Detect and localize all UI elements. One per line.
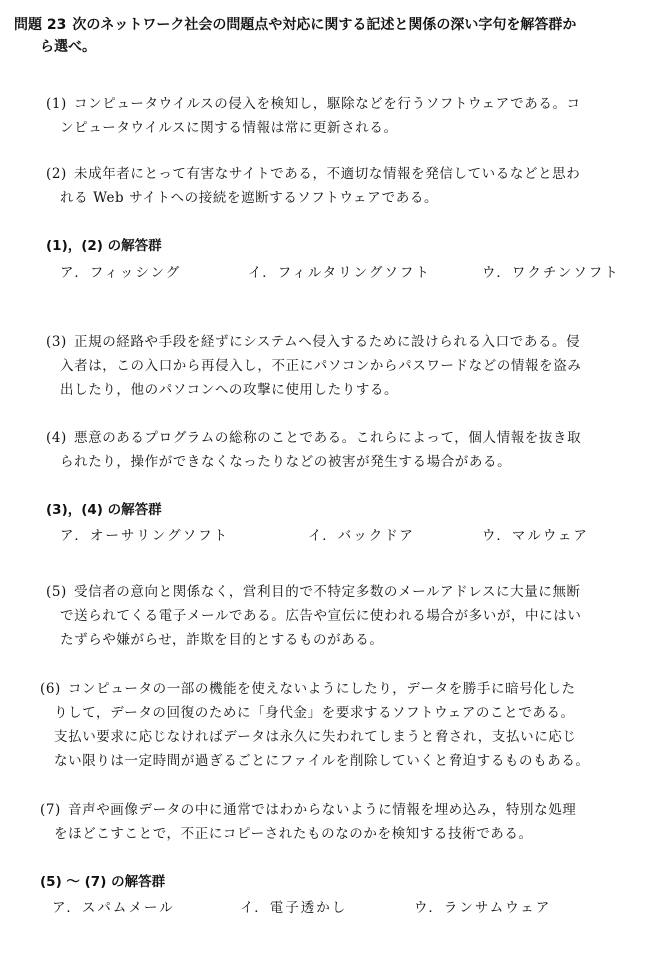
answer-choice: ウ．ランサムウェア <box>414 900 552 916</box>
statement-label: (2) <box>46 166 67 182</box>
statement-label: (5) <box>46 584 67 600</box>
answer-choices <box>52 896 672 918</box>
answer-choices <box>60 524 672 546</box>
statement-label: (6) <box>40 681 61 697</box>
statement-line: 正規の経路や手段を経ずにシステムへ侵入するために設けられる入口である。侵 <box>74 334 581 350</box>
statement-1 <box>46 92 581 140</box>
answer-choice: ア．オーサリングソフト <box>60 528 230 544</box>
answer-group-title: (1)，(2) の解答群 <box>46 238 162 254</box>
answer-choice: イ．バックドア <box>308 528 415 544</box>
statement-label: (7) <box>40 802 61 818</box>
statement-line: りして，データの回復のために「身代金」を要求するソフトウェアのことである。 <box>54 705 575 721</box>
statement-line: たずらや嫌がらせ，詐欺を目的とするものがある。 <box>60 632 384 648</box>
statement-6 <box>40 677 590 773</box>
statement-line: ない限りは一定時間が過ぎるごとにファイルを削除していくと脅迫するものもある。 <box>54 753 590 769</box>
statement-line: 支払い要求に応じなければデータは永久に失われてしまうと脅され，支払いに応じ <box>54 729 577 745</box>
statement-3 <box>46 330 581 402</box>
statement-line: 受信者の意向と関係なく，営利目的で不特定多数のメールアドレスに大量に無断 <box>74 584 581 600</box>
statement-line: 入者は，この入口から再侵入し，不正にパソコンからパスワードなどの情報を盗み <box>60 358 582 374</box>
question-text-line2: ら選べ。 <box>40 39 96 55</box>
statement-line: 出したり，他のパソコンへの攻撃に使用したりする。 <box>60 382 399 398</box>
answer-choice: イ．フィルタリングソフト <box>248 265 431 281</box>
answer-group-title: (3)，(4) の解答群 <box>46 502 162 518</box>
statement-label: (4) <box>46 430 67 446</box>
statement-line: 音声や画像データの中に通常ではわからないように情報を埋め込み，特別な処理 <box>68 802 577 818</box>
statement-line: 未成年者にとって有害なサイトである，不適切な情報を発信しているなどと思わ <box>74 166 581 182</box>
statement-label: (1) <box>46 96 67 112</box>
statement-line: をほどこすことで，不正にコピーされたものなのかを検知する技術である。 <box>54 826 533 842</box>
answer-choice: ウ．マルウェア <box>482 528 589 544</box>
answer-choices <box>60 261 672 283</box>
statement-2 <box>46 162 580 210</box>
statement-line: れる Web サイトへの接続を遮断するソフトウェアである。 <box>60 190 439 206</box>
question-heading <box>14 14 654 58</box>
statement-line: コンピュータウイルスの侵入を検知し，駆除などを行うソフトウェアである。コ <box>74 96 581 112</box>
question-number: 問題 23 <box>14 17 67 33</box>
question-text-line1: 次のネットワーク社会の問題点や対応に関する記述と関係の深い字句を解答群か <box>72 17 577 33</box>
statement-line: ンピュータウイルスに関する情報は常に更新される。 <box>60 120 398 136</box>
statement-line: 悪意のあるプログラムの総称のことである。これらによって，個人情報を抜き取 <box>74 430 582 446</box>
statement-7 <box>40 798 576 846</box>
statement-4 <box>46 426 581 474</box>
answer-choice: イ．電子透かし <box>240 900 348 916</box>
statement-line: コンピュータの一部の機能を使えないようにしたり，データを勝手に暗号化した <box>68 681 576 697</box>
statement-line: られたり，操作ができなくなったりなどの被害が発生する場合がある。 <box>60 454 512 470</box>
answer-choice: ア．フィッシング <box>60 265 182 281</box>
statement-line: で送られてくる電子メールである。広告や宣伝に使われる場合が多いが，中にはい <box>60 608 582 624</box>
answer-choice: ウ．ワクチンソフト <box>482 265 620 281</box>
answer-choice: ア．スパムメール <box>52 900 175 916</box>
statement-label: (3) <box>46 334 67 350</box>
statement-5 <box>46 580 581 652</box>
answer-group-title: (5) ～ (7) の解答群 <box>40 874 166 890</box>
